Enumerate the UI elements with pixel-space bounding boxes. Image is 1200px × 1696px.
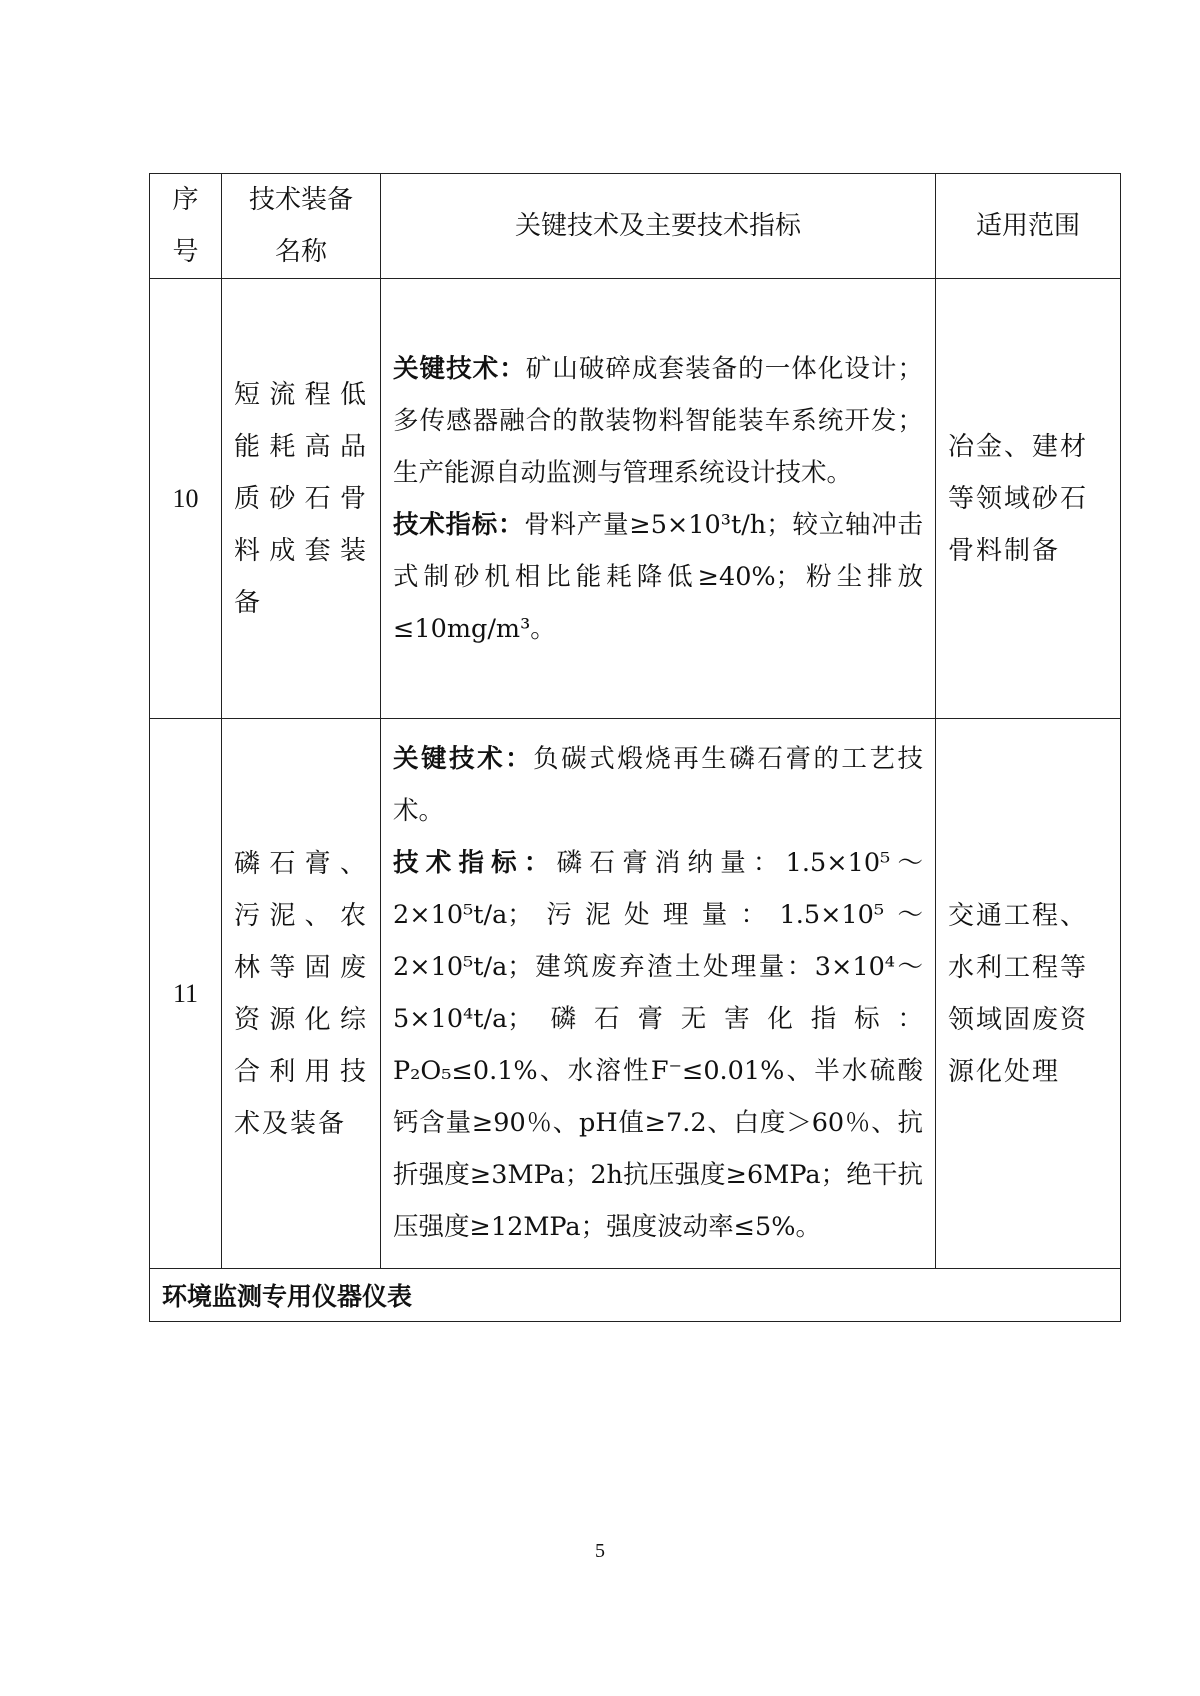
table-row — [150, 719, 1121, 1269]
header-name: 技术装备名称 — [222, 174, 381, 279]
row-number: 11 — [150, 719, 222, 1269]
equipment-name: 短流程低能耗高品质砂石骨料成套装备 — [222, 279, 381, 719]
table-row — [150, 279, 1121, 719]
section-title: 环境监测专用仪器仪表 — [150, 1269, 1121, 1322]
table-header-row — [150, 174, 1121, 279]
scope-cell: 冶金、建材等领域砂石骨料制备 — [936, 279, 1121, 719]
header-tech: 关键技术及主要技术指标 — [381, 174, 936, 279]
key-tech-text: 负碳式煅烧再生磷石膏的工艺技术。 — [393, 744, 923, 826]
section-row — [150, 1269, 1121, 1322]
equipment-table — [149, 173, 1121, 1322]
tech-index-text: 骨料产量≥5×10³t/h；较立轴冲击式制砂机相比能耗降低≥40%；粉尘排放≤10mg/m³。 — [393, 509, 923, 644]
page-number: 5 — [595, 1540, 605, 1562]
key-tech-text: 矿山破碎成套装备的一体化设计；多传感器融合的散装物料智能装车系统开发；生产能源自动监测与管理系统设计技术。 — [393, 353, 923, 488]
header-no: 序号 — [150, 174, 222, 279]
tech-index-label: 技术指标： — [393, 509, 525, 540]
scope-cell: 交通工程、水利工程等领域固废资源化处理 — [936, 719, 1121, 1269]
key-tech-label: 关键技术： — [393, 744, 534, 774]
header-scope: 适用范围 — [936, 174, 1121, 279]
equipment-name: 磷石膏、污泥、农林等固废资源化综合利用技术及装备 — [222, 719, 381, 1269]
tech-description — [381, 279, 936, 719]
key-tech-label: 关键技术： — [393, 353, 526, 384]
row-number: 10 — [150, 279, 222, 719]
tech-description — [381, 719, 936, 1269]
tech-index-text: 磷石膏消纳量：1.5×10⁵～2×10⁵t/a；污泥处理量：1.5×10⁵～2×10⁵t/a；建筑废弃渣土处理量：3×10⁴～5×10⁴t/a；磷石膏无害化指标：P₂O₅≤0.1%、水溶性F⁻≤0.01%、半水硫酸钙含量≥90％、pH值≥7.2、白度＞60％、抗折强度≥3MPa；2h抗压强度≥6MPa；绝干抗压强度≥12MPa；强度波动率≤5%。 — [393, 848, 923, 1242]
tech-index-label: 技术指标： — [393, 848, 557, 878]
